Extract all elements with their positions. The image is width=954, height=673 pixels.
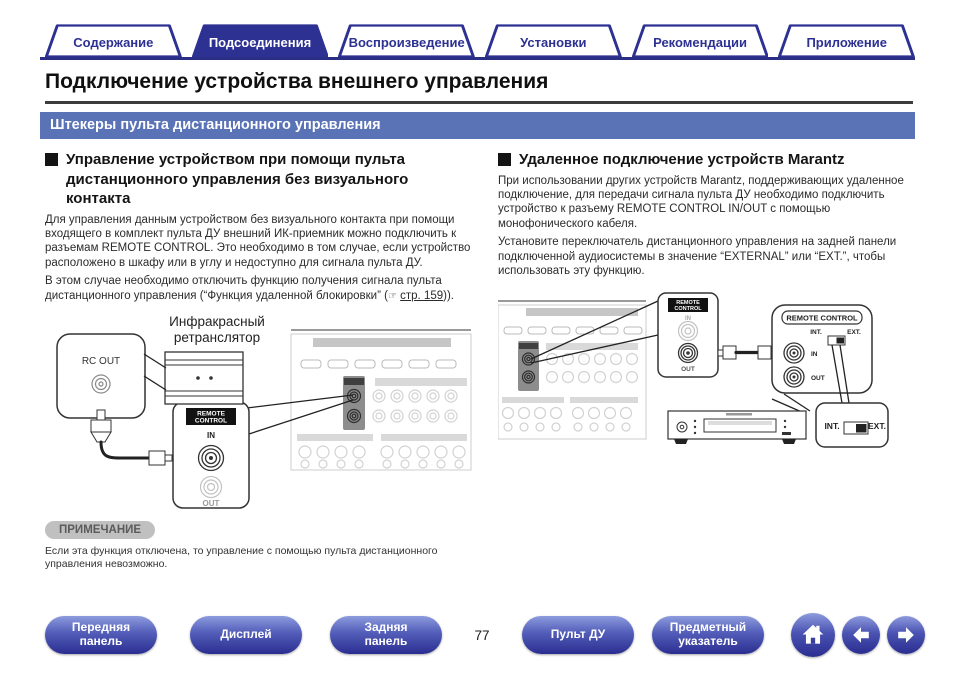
back-icon[interactable]	[842, 616, 880, 654]
remote-control-zoom-box	[658, 293, 718, 377]
int-label: INT.	[810, 328, 822, 336]
rc-out-label: RC OUT	[81, 355, 121, 367]
pill-label: Дисплей	[220, 627, 272, 642]
out-label: OUT	[202, 498, 220, 508]
right-paragraph-1: При использовании других устройств Marantz, поддерживающих удаленное подключение, для передачи сигнала пульта ДУ необходимо подключить устройство к разъему REMOTE CONTROL IN/OUT с помощью монофонического кабеля.	[498, 174, 904, 230]
home-icon[interactable]	[791, 613, 835, 657]
ir-repeater-device	[165, 352, 243, 404]
tab-label: Содержание	[73, 34, 154, 50]
left-paragraph-2	[45, 274, 472, 303]
page-title: Подключение устройства внешнего управления	[45, 70, 549, 93]
in-label: IN	[685, 315, 691, 322]
remote-control-zoom-box	[173, 402, 249, 508]
page-ref-icon: ☞	[387, 290, 397, 302]
left-paragraph-2-tail: )).	[443, 289, 454, 302]
ir-repeater-label: Инфракрасный	[169, 313, 265, 329]
right-subheading-text: Удаленное подключение устройств Marantz	[519, 151, 845, 168]
switch-zoom-box	[816, 403, 888, 447]
footer-button-remote[interactable]	[522, 616, 634, 654]
right-connection-diagram	[498, 291, 925, 463]
pill-label2: панель	[364, 634, 408, 648]
zoom-ext-label: EXT.	[868, 420, 886, 431]
tab-contents[interactable]	[45, 24, 182, 58]
out-label: OUT	[681, 365, 695, 373]
left-subheading-text: Управление устройством при помощи пульта дистанционного управления без визуального контакта	[66, 151, 409, 207]
left-paragraph-2-text: В этом случае необходимо отключить функцию получения сигнала пульта дистанционного управления (“Функция удаленной блокировки” (	[45, 275, 442, 302]
pill-label: Передняя	[71, 620, 131, 635]
right-paragraph-2: Установите переключатель дистанционного управления на задней панели подключенной аудиосистемы в значение “EXTERNAL” или “EXT.”, чтобы использовать эту функцию.	[498, 236, 897, 278]
section-header: Штекеры пульта дистанционного управления	[40, 112, 915, 139]
left-paragraph-1: Для управления данным устройством без визуального контакта при помощи входящего в комплект пульта ДУ внешний ИК-приемник можно подключить к разъемам REMOTE CONTROL. Это необходимо в том случае, если устройство расположено в шкафу или в углу и недоступно для сигнала пульта ДУ.	[45, 213, 471, 269]
pill-label2: панель	[79, 634, 123, 648]
tab-settings[interactable]	[485, 24, 622, 58]
rca-plug-horizontal	[149, 451, 172, 465]
panel-label: REMOTE	[676, 299, 700, 306]
pill-label: Предметный	[669, 620, 747, 635]
tab-label: Приложение	[806, 34, 887, 50]
out-label: OUT	[811, 374, 825, 382]
left-column	[45, 150, 472, 572]
in-label: IN	[207, 430, 215, 440]
in-label: IN	[811, 350, 818, 358]
footer-button-rear-panel[interactable]	[330, 616, 442, 654]
remote-control-strip	[343, 376, 365, 430]
rear-panel-illustration	[498, 305, 646, 439]
content-columns	[45, 150, 925, 572]
tab-playback[interactable]	[338, 24, 475, 58]
pill-label: Пульт ДУ	[550, 627, 606, 642]
tab-label: Подсоединения	[208, 34, 312, 50]
square-bullet-icon	[498, 153, 511, 166]
note-text: Если эта функция отключена, то управление с помощью пульта дистанционного управления невозможно.	[45, 544, 438, 571]
page-link-159[interactable]: стр. 159	[400, 289, 444, 302]
left-connection-diagram	[45, 310, 472, 512]
right-subheading	[498, 150, 925, 170]
ir-repeater-label2: ретранслятор	[173, 329, 261, 345]
note-badge: ПРИМЕЧАНИЕ	[45, 521, 155, 539]
remote-control-label: REMOTE CONTROL	[786, 313, 858, 323]
nav-icons	[791, 613, 925, 657]
remote-control-strip	[518, 341, 539, 391]
tab-tips[interactable]	[632, 24, 769, 58]
pill-label: Задняя	[364, 620, 408, 635]
note-block	[45, 520, 472, 572]
rear-panel-illustration	[291, 334, 471, 470]
footer-nav	[45, 612, 925, 658]
zoom-int-label: INT.	[824, 420, 840, 431]
left-subheading	[45, 150, 472, 209]
tab-connections[interactable]	[192, 24, 329, 58]
audio-component-illustration	[668, 394, 810, 444]
title-rule	[45, 101, 913, 104]
footer-button-display[interactable]	[190, 616, 302, 654]
pill-label2: указатель	[678, 634, 738, 648]
forward-icon[interactable]	[887, 616, 925, 654]
mono-cable	[718, 346, 780, 359]
tab-appendix[interactable]	[778, 24, 915, 58]
square-bullet-icon	[45, 153, 58, 166]
rc-out-box	[57, 334, 145, 418]
tab-bar	[45, 24, 915, 58]
tab-label: Воспроизведение	[348, 34, 465, 50]
panel-label2: CONTROL	[674, 305, 702, 312]
footer-button-index[interactable]	[652, 616, 764, 654]
mono-cable	[101, 442, 149, 458]
panel-label: REMOTE	[197, 410, 225, 418]
tab-underline	[40, 57, 915, 60]
tab-label: Рекомендации	[653, 34, 747, 50]
page-number: 77	[474, 627, 490, 643]
panel-label2: CONTROL	[194, 417, 228, 425]
footer-button-front-panel[interactable]	[45, 616, 157, 654]
right-column	[498, 150, 925, 572]
tab-label: Установки	[520, 34, 587, 50]
remote-control-in-out-box	[772, 305, 872, 393]
ext-label: EXT.	[847, 328, 861, 336]
